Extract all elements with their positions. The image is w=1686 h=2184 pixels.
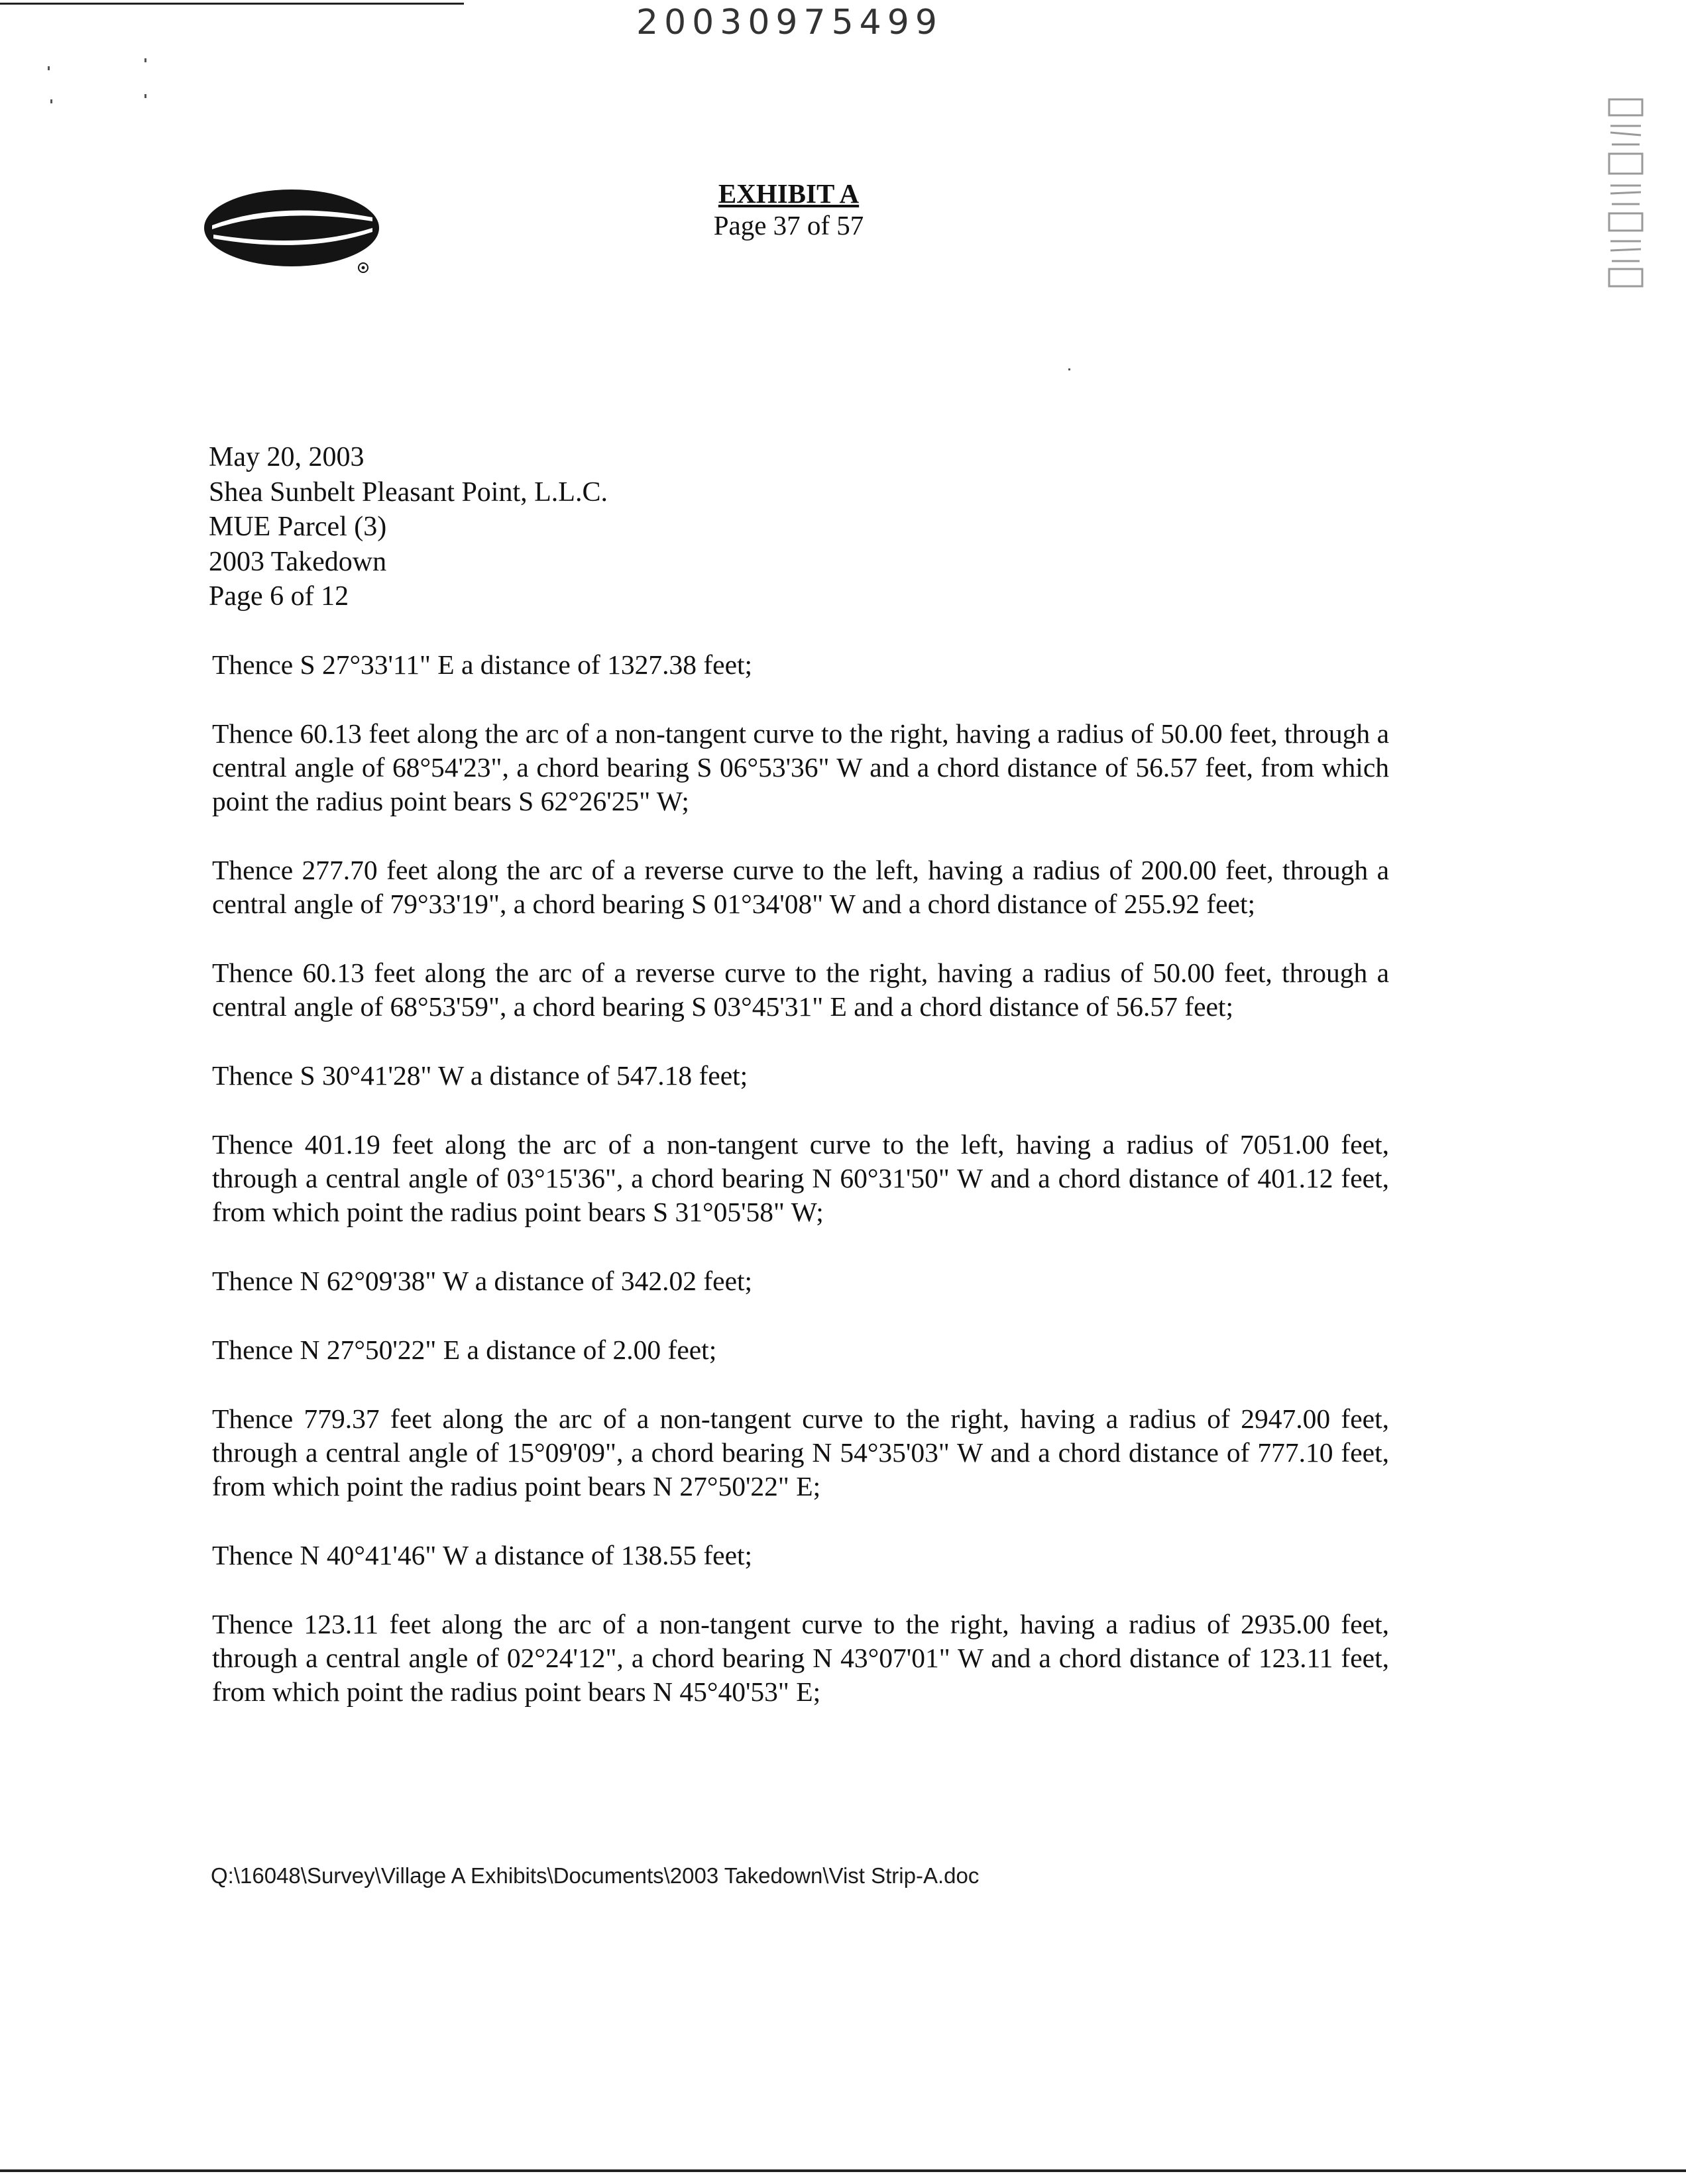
- paragraph: Thence N 27°50'22" E a distance of 2.00 feet;: [212, 1335, 717, 1365]
- scan-speck: [50, 99, 52, 103]
- header-company: Shea Sunbelt Pleasant Point, L.L.C.: [209, 476, 608, 508]
- header-page: Page 6 of 12: [209, 581, 349, 612]
- paragraph: Thence N 62°09'38" W a distance of 342.02 feet;: [212, 1266, 753, 1296]
- footer-file-path: Q:\16048\Survey\Village A Exhibits\Documents\2003 Takedown\Vist Strip-A.doc: [211, 1863, 980, 1888]
- scan-speck: [144, 94, 146, 98]
- paragraph: Thence S 27°33'11" E a distance of 1327.38 feet;: [212, 649, 753, 680]
- scan-speck: [144, 58, 146, 62]
- header-takedown: 2003 Takedown: [209, 546, 387, 577]
- paragraph: Thence N 40°41'46" W a distance of 138.55 feet;: [212, 1540, 753, 1570]
- paragraph: Thence 123.11 feet along the arc of a non-tangent curve to the right, having a radius of 2935.00 feet, through a central angle of 02°24'12", a chord bearing N 43°07'01" W and a chord distance of 123.11 feet, from which point the radius point bears N 45°40'53" E;: [212, 1609, 1389, 1707]
- letter-header: [209, 440, 608, 614]
- recording-stamp-icon: [1604, 93, 1650, 292]
- paragraph: Thence 401.19 feet along the arc of a non-tangent curve to the left, having a radius of 7051.00 feet, through a central angle of 03°15'36", a chord bearing N 60°31'50" W and a chord distance of 401.12 feet, from which point the radius point bears S 31°05'58" W;: [212, 1129, 1389, 1227]
- exhibit-title: EXHIBIT A: [718, 178, 860, 209]
- exhibit-page-number: Page 37 of 57: [713, 210, 864, 241]
- paragraph: Thence 60.13 feet along the arc of a non-tangent curve to the right, having a radius of 50.00 feet, through a central angle of 68°54'23", a chord bearing S 06°53'36" W and a chord distance of 56.57 feet, from which point the radius point bears S 62°26'25" W;: [212, 718, 1389, 816]
- legal-description: [212, 648, 1389, 1744]
- scan-speck: [1068, 368, 1070, 370]
- scan-speck: [48, 66, 50, 70]
- exhibit-header: [689, 178, 888, 241]
- header-parcel: MUE Parcel (3): [209, 512, 387, 542]
- paragraph: Thence 277.70 feet along the arc of a reverse curve to the left, having a radius of 200.00 feet, through a central angle of 79°33'19", a chord bearing S 01°34'08" W and a chord distance of 255.92 feet;: [212, 855, 1389, 919]
- top-rule: [0, 3, 464, 5]
- document-number: 20030975499: [636, 3, 943, 42]
- paragraph: Thence S 30°41'28" W a distance of 547.18 feet;: [212, 1060, 748, 1091]
- paragraph: Thence 779.37 feet along the arc of a non-tangent curve to the right, having a radius of 2947.00 feet, through a central angle of 15°09'09", a chord bearing N 54°35'03" W and a chord distance of 777.10 feet, from which point the radius point bears N 27°50'22" E;: [212, 1403, 1389, 1502]
- paragraph: Thence 60.13 feet along the arc of a reverse curve to the right, having a radius of 50.00 feet, through a central angle of 68°53'59", a chord bearing S 03°45'31" E and a chord distance of 56.57 feet;: [212, 957, 1389, 1022]
- header-date: May 20, 2003: [209, 442, 365, 472]
- bottom-rule: [0, 2169, 1686, 2172]
- company-s-logo-icon: [199, 186, 391, 278]
